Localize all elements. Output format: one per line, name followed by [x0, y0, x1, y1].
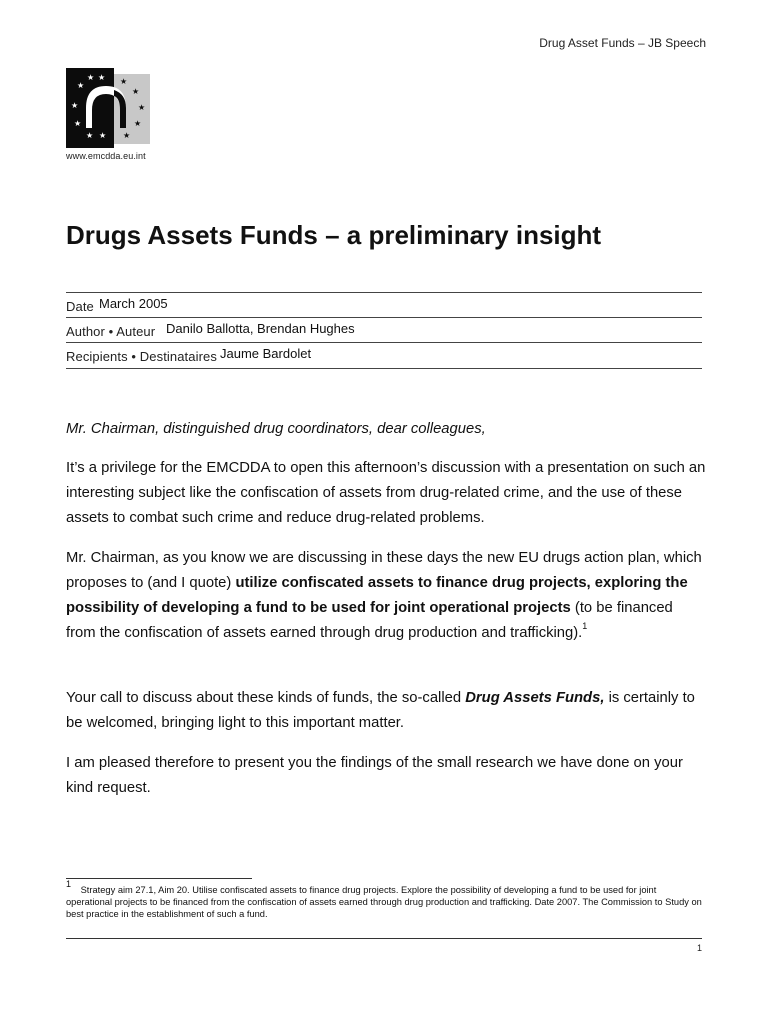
paragraph-3-emphasis: Drug Assets Funds,	[465, 690, 605, 706]
svg-text:★: ★	[86, 131, 94, 140]
running-header: Drug Asset Funds – JB Speech	[539, 36, 706, 50]
svg-text:★: ★	[87, 73, 95, 82]
paragraph-3	[66, 686, 706, 736]
svg-text:★: ★	[77, 81, 85, 90]
paragraph-2-tail: (to be financed from the confiscation of assets earned through drug production and trafficking).	[66, 600, 673, 641]
paragraph-2	[66, 546, 706, 646]
page-number: 1	[696, 943, 702, 953]
logo-url: www.emcdda.eu.int	[66, 151, 146, 161]
meta-rule	[66, 342, 702, 343]
footnote-text: Strategy aim 27.1, Aim 20. Utilise confiscated assets to finance drug projects. Explore the possibility of developing a fund to be used for joint operational projects to be financed from the confiscation of assets earned through drug production and trafficking. Date 2007. The Commission to Study on best practice in the establishment of such a fund.	[66, 885, 702, 919]
svg-text:★: ★	[74, 119, 82, 128]
svg-text:★: ★	[99, 131, 107, 140]
footer-rule	[66, 938, 702, 939]
svg-text:★: ★	[138, 103, 146, 112]
meta-label: Date	[66, 299, 94, 314]
svg-text:★: ★	[98, 73, 106, 82]
paragraph-3-intro: Your call to discuss about these kinds of funds, the so-called	[66, 690, 466, 706]
footnote-number: 1	[66, 878, 72, 889]
svg-text:★: ★	[123, 131, 131, 140]
meta-value: Jaume Bardolet	[220, 346, 312, 361]
svg-text:★: ★	[120, 77, 128, 86]
meta-value: March 2005	[99, 296, 168, 311]
salutation-text: Mr. Chairman, distinguished drug coordinators, dear colleagues,	[66, 421, 486, 437]
document-title: Drugs Assets Funds – a preliminary insight	[66, 220, 602, 250]
meta-row-date	[66, 294, 702, 316]
paragraph-1	[66, 456, 706, 531]
svg-text:★: ★	[132, 87, 140, 96]
paragraph-4	[66, 751, 706, 801]
footnote-reference: 1	[582, 621, 588, 632]
footnote-separator	[66, 878, 252, 879]
paragraph-4-text: I am pleased therefore to present you the findings of the small research we have done on your kind request.	[66, 755, 683, 796]
meta-rule	[66, 317, 702, 318]
meta-value: Danilo Ballotta, Brendan Hughes	[166, 321, 355, 336]
paragraph-2-quote: utilize confiscated assets to finance drug projects, exploring the possibility of developing a fund to be used for joint operational projects	[66, 575, 688, 616]
meta-label: Recipients • Destinataires	[66, 349, 217, 364]
salutation	[66, 417, 706, 442]
paragraph-2-intro: Mr. Chairman, as you know we are discussing in these days the new EU drugs action plan, which proposes to (and I quote)	[66, 550, 702, 591]
footnote	[66, 878, 702, 920]
meta-rule	[66, 368, 702, 369]
emcdda-logo-icon	[66, 68, 152, 148]
svg-text:★: ★	[134, 119, 142, 128]
svg-text:★: ★	[71, 101, 79, 110]
meta-label: Author • Auteur	[66, 324, 156, 339]
meta-rule	[66, 292, 702, 293]
meta-row-author	[66, 319, 702, 341]
paragraph-1-text: It’s a privilege for the EMCDDA to open this afternoon’s discussion with a presentation on such an interesting subject like the confiscation of assets from drug-related crime, and the use of these assets to combat such crime and reduce drug-related problems.	[66, 460, 706, 526]
paragraph-3-tail: is certainly to be welcomed, bringing light to this important matter.	[66, 690, 695, 731]
meta-row-recipients	[66, 344, 702, 366]
